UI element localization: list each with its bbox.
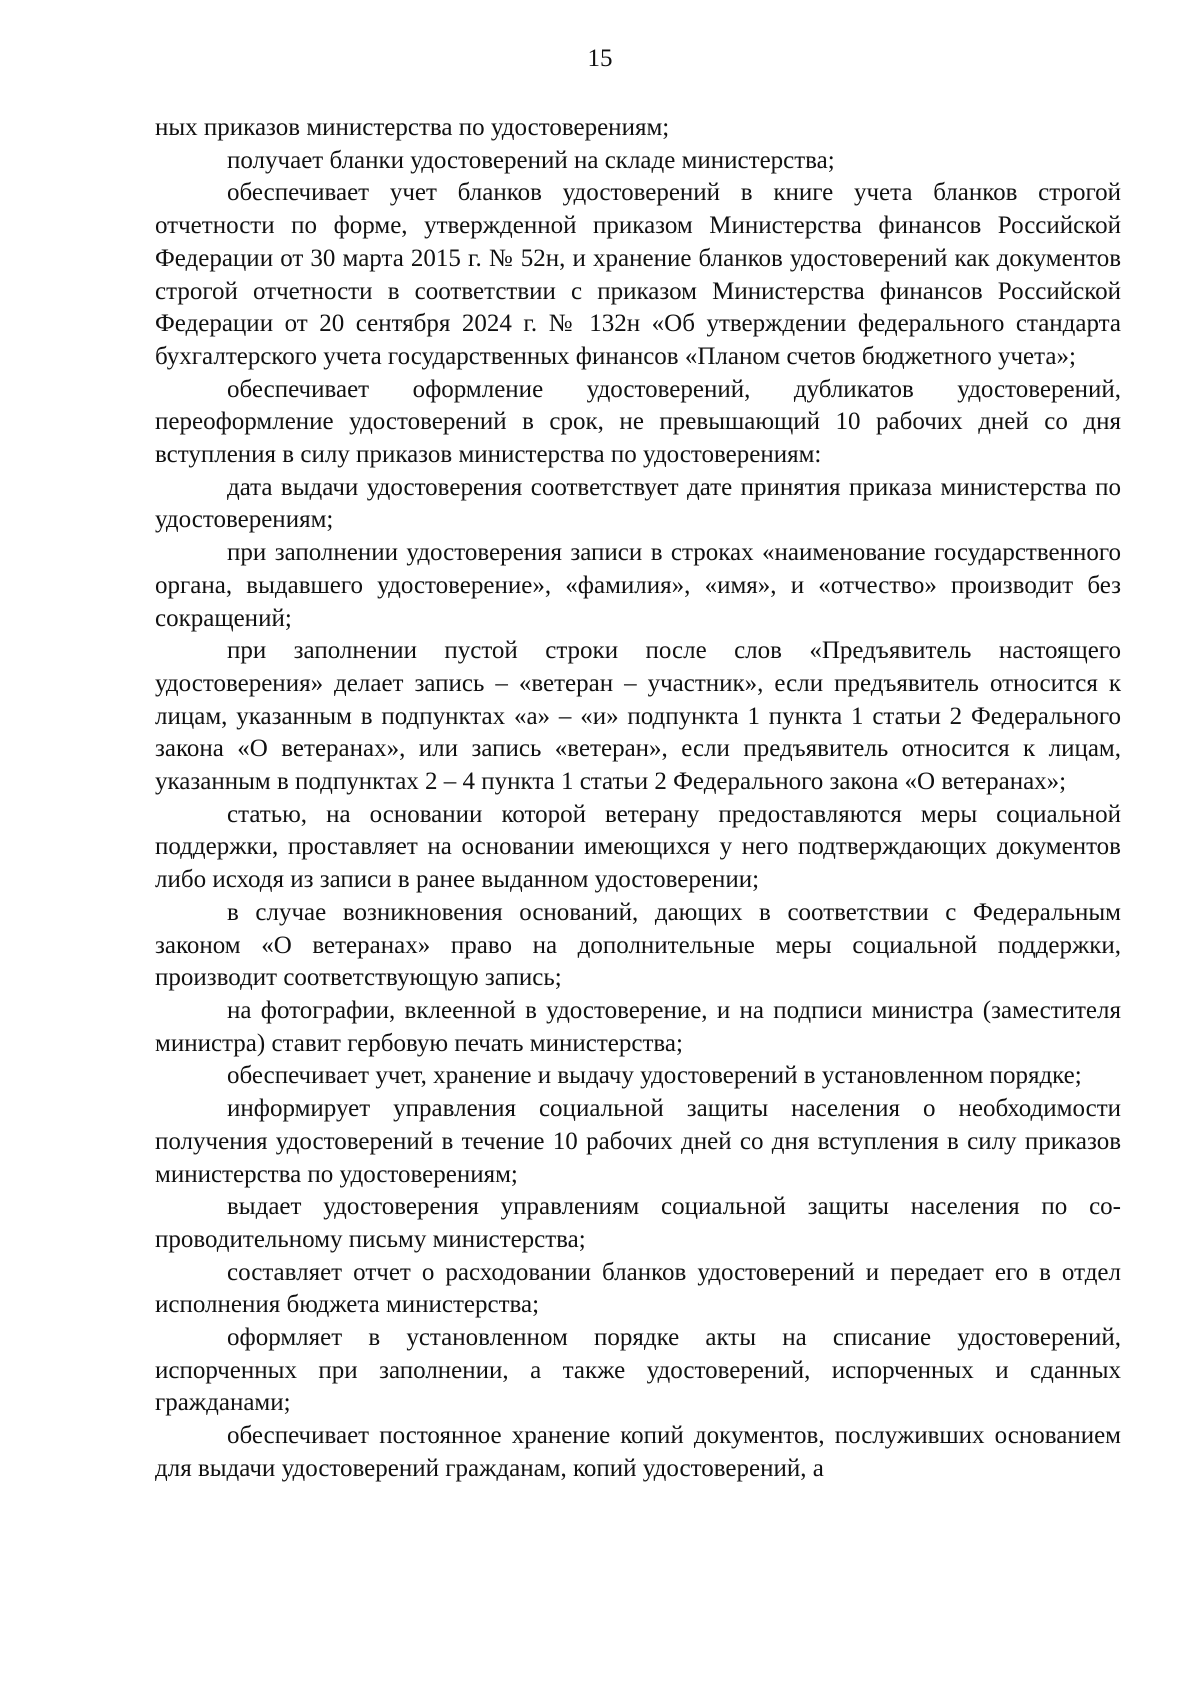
- paragraph-issue-date: дата выдачи удостоверения соответствует дате принятия приказа министерства по удостоверениям;: [155, 473, 1121, 534]
- page-number: 15: [587, 45, 613, 72]
- paragraph-support-article: статью, на основании которой ветерану предоставляются меры социальной поддержки, проставляет на основании имеющихся у него подтверждающих документов либо исходя из записи в ранее выданном удостоверении;: [155, 800, 1121, 894]
- paragraph-storage: обеспечивает учет, хранение и выдачу удостоверений в установленном порядке;: [227, 1062, 1082, 1090]
- paragraph-additional-measures: в случае возникновения оснований, дающих в соответствии с Федеральным законом «О ветеранах» право на дополнительные меры социальной поддержки, производит соответствующую запись;: [155, 898, 1121, 992]
- paragraph-report: составляет отчет о расходовании бланков удостоверений и передает его в отдел исполнения бюджета министерства;: [155, 1258, 1121, 1319]
- paragraph-notification: информирует управления социальной защиты населения о необходимости получения удостоверений в течение 10 рабочих дней со дня вступления в силу приказов министерства по удостоверениям;: [155, 1095, 1121, 1188]
- document-body: [155, 112, 1121, 1486]
- paragraph-issuance-terms: обеспечивает оформление удостоверений, дубликатов удостоверений, переоформление удостоверений в срок, не превышающий 10 рабочих дней со дня вступления в силу приказов министерства по удостоверениям:: [155, 375, 1121, 469]
- paragraph-filling-fields: при заполнении удостоверения записи в строках «наименование государственного органа, выдавшего удостоверение», «фамилия», «имя», и «отчество» производит без сокращений;: [155, 539, 1121, 632]
- paragraph-continuation: ных приказов министерства по удостоверениям;: [155, 114, 670, 141]
- paragraph-bearer-record: при заполнении пустой строки после слов «Предъявитель настоящего удостоверения» делает запись – «ветеран – участник», если предъявитель относится к лицам, указанным в подпунктах «а» – «и» подпункта 1 пункта 1 статьи 2 Федерального закона «О ветеранах», или запись «ветеран», если предъявитель относится к лицам, указанным в подпунктах 2 – 4 пункта 1 статьи 2 Федерального закона «О ветеранах»;: [155, 637, 1121, 796]
- paragraph-blank-accounting: обеспечивает учет бланков удостоверений в книге учета бланков строгой отчетности по форме, утвержденной приказом Министерства финансов Российской Федерации от 30 марта 2015 г. № 52н, и хранение бланков удостоверений как документов строгой отчетности в соответствии с приказом Министерства финансов Российской Федерации от 20 сентября 2024 г. № 132н «Об утверждении федерального стандарта бухгалтерского учета государственных финансов «Планом счетов бюджетного учета»;: [155, 179, 1121, 370]
- paragraph-copies-storage: обеспечивает постоянное хранение копий документов, послуживших основанием для выдачи удостоверений гражданам, копий удостоверений, а: [155, 1422, 1121, 1482]
- paragraph-receives-blanks: получает бланки удостоверений на складе министерства;: [227, 146, 835, 174]
- paragraph-seal: на фотографии, вклеенной в удостоверение, и на подписи министра (заместителя министра) ставит гербовую печать министерства;: [155, 996, 1121, 1057]
- paragraph-delivery: выдает удостоверения управлениям социальной защиты населения по сопроводительному письму министерства;: [155, 1193, 1121, 1253]
- paragraph-write-off: оформляет в установленном порядке акты на списание удостоверений, испорченных при заполнении, а также удостоверений, испорченных и сданных гражданами;: [155, 1324, 1121, 1417]
